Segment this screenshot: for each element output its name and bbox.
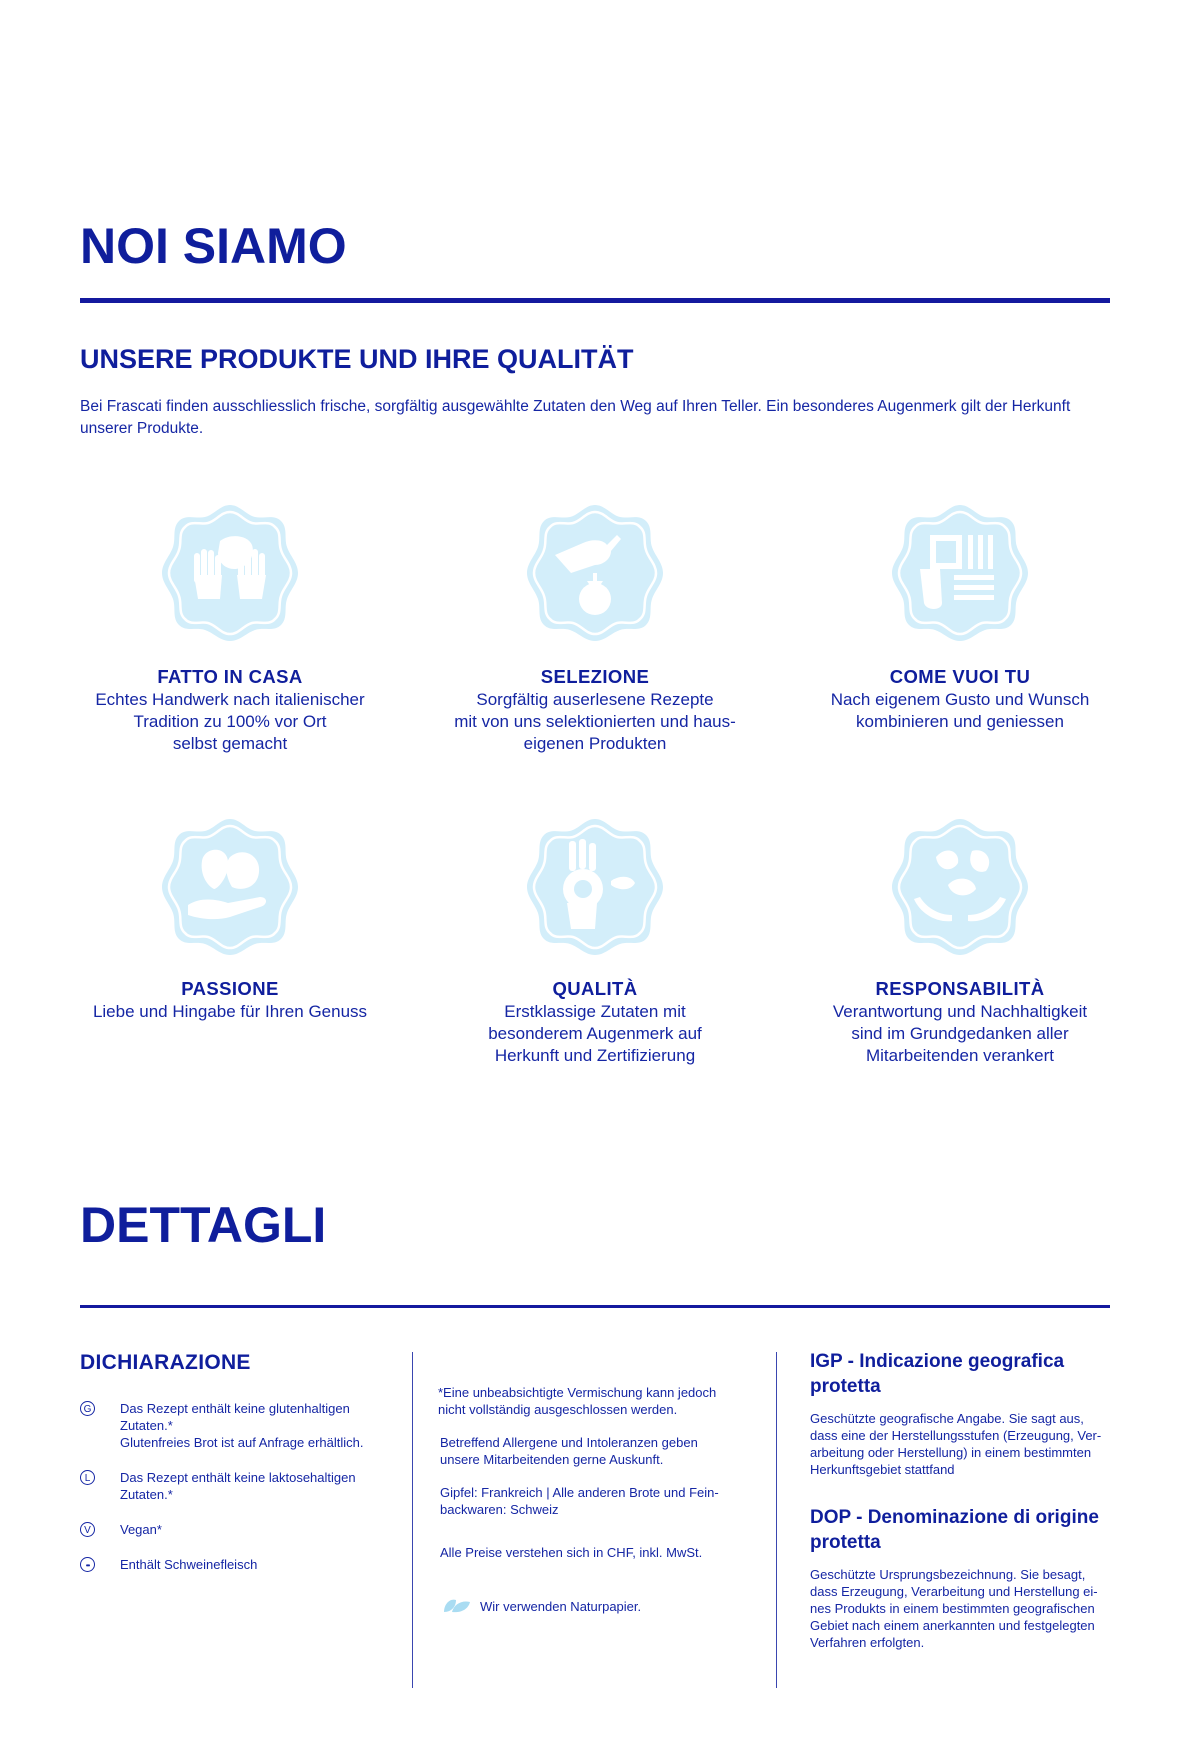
feature-responsabilita [795,977,1125,1067]
feature-line: Verantwortung und Nachhaltigkeit [832,1002,1088,1021]
feature-come-vuoi-tu [795,665,1125,733]
igp-line: Geschützte geografische Angabe. Sie sagt aus, [810,1411,1084,1426]
note-line: *Eine unbeabsichtigte Vermischung kann jedoch [438,1385,717,1400]
hand-selecting-tomato-icon [525,503,665,643]
declaration-line: Glutenfreies Brot ist auf Anfrage erhältlich. [120,1435,364,1450]
note-origin [440,1484,740,1518]
igp-title-line: IGP - Indicazione geografica [810,1351,1065,1372]
feature-line: Tradition zu 100% vor Ort [133,712,327,731]
declaration-line: Vegan* [120,1522,162,1537]
note-allergens [440,1434,740,1468]
feature-line: Liebe und Hingabe für Ihren Genuss [92,1002,368,1021]
leaf-icon [442,1596,472,1614]
note-line: unsere Mitarbeitenden gerne Auskunft. [440,1452,664,1467]
note-line: Alle Preise verstehen sich in CHF, inkl. MwSt. [440,1545,703,1560]
dop-line: Verfahren erfolgten. [810,1635,925,1650]
dop-description [810,1566,1110,1651]
section-divider [80,298,1110,303]
igp-line: arbeitung oder Herstellung) in einem bestimmten [810,1445,1092,1460]
hand-menu-choice-icon [890,503,1030,643]
igp-line: Herkunftsgebiet stattfand [810,1462,955,1477]
section-divider [80,1305,1110,1308]
feature-line: selbst gemacht [172,734,288,753]
feature-line: Herkunft und Zertifizierung [494,1046,696,1065]
note-cross-contamination [438,1384,738,1418]
note-prices [440,1544,740,1561]
details-title: DETTAGLI [80,1197,327,1253]
feature-line: Mitarbeitenden verankert [865,1046,1055,1065]
feature-line: kombinieren und geniessen [856,712,1064,731]
declaration-line: Das Rezept enthält keine laktosehaltigen [120,1470,356,1485]
lactose-free-icon: L [80,1470,95,1485]
page-title: NOI SIAMO [80,218,347,274]
hand-holding-produce-icon [160,817,300,957]
hands-gloves-icon [160,503,300,643]
feature-passione [65,977,395,1023]
igp-title [810,1349,1120,1399]
pork-icon: •• [80,1557,95,1572]
feature-line: sind im Grundgedanken aller [851,1024,1069,1043]
igp-line: dass eine der Herstellungsstufen (Erzeugung, Ver- [810,1428,1102,1443]
hands-leaves-recycle-icon [890,817,1030,957]
declaration-line: Das Rezept enthält keine glutenhaltigen [120,1401,350,1416]
feature-line: Echtes Handwerk nach italienischer [95,690,365,709]
note-line: nicht vollständig ausgeschlossen werden. [438,1402,678,1417]
dop-title-line: DOP - Denominazione di origine [810,1507,1099,1528]
igp-title-line: protetta [810,1376,881,1397]
igp-description [810,1410,1110,1478]
feature-title: FATTO IN CASA [157,666,303,687]
intro-paragraph: Bei Frascati finden ausschliesslich frische, sorgfältig ausgewählte Zutaten den Weg auf Ihren Teller. Ein besonderes Augenmerk gilt der Herkunft unserer Produkte. [80,398,1071,437]
feature-title: PASSIONE [181,978,279,999]
feature-line: Sorgfältig auserlesene Rezepte [476,690,714,709]
dop-title [810,1505,1120,1555]
declaration-title: DICHIARAZIONE [80,1351,251,1374]
note-line: Betreffend Allergene und Intoleranzen geben [440,1435,698,1450]
feature-qualita [430,977,760,1067]
note-line: backwaren: Schweiz [440,1502,559,1517]
feature-line: eigenen Produkten [523,734,667,753]
hand-ok-taste-icon [525,817,665,957]
column-divider [776,1352,777,1688]
note-paper: Wir verwenden Naturpapier. [480,1599,642,1614]
column-divider [412,1352,413,1688]
feature-line: Erstklassige Zutaten mit [504,1002,686,1021]
dop-line: Gebiet nach einem anerkannten und festgelegten [810,1618,1095,1633]
declaration-line: Zutaten.* [120,1418,173,1433]
feature-line: Nach eigenem Gusto und Wunsch [830,690,1090,709]
declaration-line: Enthält Schweinefleisch [120,1557,258,1572]
dop-line: dass Erzeugung, Verarbeitung und Herstellung ei- [810,1584,1098,1599]
feature-line: mit von uns selektionierten und haus- [454,712,736,731]
vegan-icon: V [80,1522,95,1537]
feature-line: besonderem Augenmerk auf [488,1024,702,1043]
dop-line: nes Produkts in einem bestimmten geografischen [810,1601,1095,1616]
note-line: Gipfel: Frankreich | Alle anderen Brote und Fein- [440,1485,719,1500]
feature-title: QUALITÀ [552,978,638,999]
feature-title: RESPONSABILITÀ [875,978,1045,999]
section-subheading: UNSERE PRODUKTE UND IHRE QUALITÄT [80,344,634,374]
feature-title: SELEZIONE [540,666,650,687]
feature-title: COME VUOI TU [889,666,1031,687]
dop-line: Geschützte Ursprungsbezeichnung. Sie besagt, [810,1567,1086,1582]
declaration-line: Zutaten.* [120,1487,173,1502]
gluten-free-icon: G [80,1401,95,1416]
dop-title-line: protetta [810,1532,881,1553]
feature-selezione [430,665,760,755]
feature-fatto-in-casa [65,665,395,755]
